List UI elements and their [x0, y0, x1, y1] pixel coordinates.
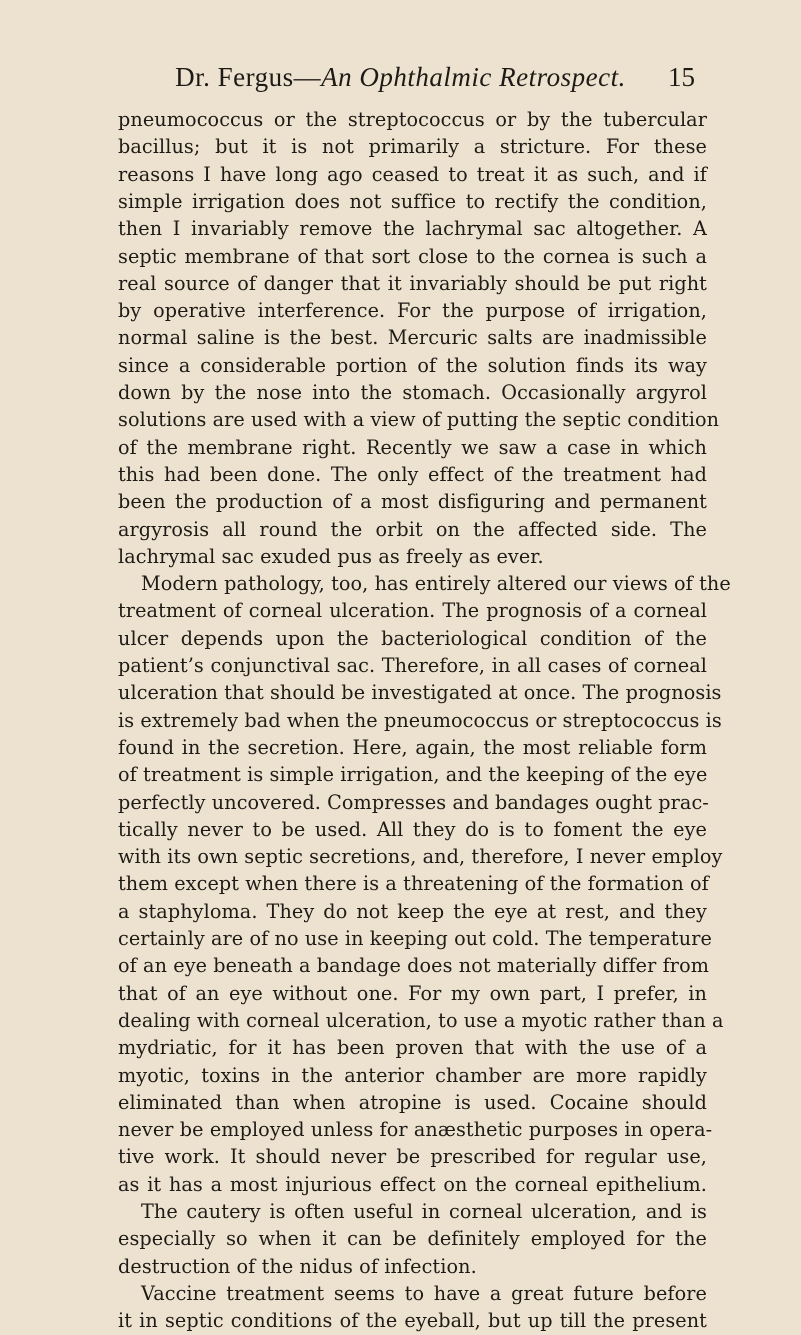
text-line: tive work. It should never be prescribed for regular use,	[118, 1145, 707, 1169]
text-line: Modern pathology, too, has entirely altered our views of the	[141, 572, 731, 596]
text-line: certainly are of no use in keeping out cold. The temperature	[118, 927, 712, 950]
text-line: it in septic conditions of the eyeball, but up till the present	[118, 1309, 707, 1333]
text-line: by operative interference. For the purpose of irrigation,	[118, 299, 707, 323]
text-line: ulceration that should be investigated at once. The prognosis	[118, 681, 722, 705]
text-line: The cautery is often useful in corneal ulceration, and is	[141, 1200, 707, 1223]
text-line: this had been done. The only effect of the treatment had	[118, 462, 707, 486]
text-line: mydriatic, for it has been proven that with the use of a	[118, 1036, 707, 1060]
text-line: of an eye beneath a bandage does not materially differ from	[118, 954, 710, 978]
text-line: eliminated than when atropine is used. Cocaine should	[118, 1090, 707, 1114]
text-line: destruction of the nidus of infection.	[118, 1254, 477, 1278]
text-line: septic membrane of that sort close to the cornea is such a	[118, 244, 707, 268]
text-line: them except when there is a threatening of the formation of	[118, 872, 709, 896]
header-author: Dr. Fergus	[175, 62, 294, 92]
text-line: of the membrane right. Recently we saw a case in which	[118, 435, 707, 459]
running-header	[0, 62, 801, 102]
text-line: of treatment is simple irrigation, and the keeping of the eye	[118, 763, 708, 787]
text-line: especially so when it can be definitely employed for the	[118, 1227, 707, 1251]
text-line: been the production of a most disfiguring and permanent	[118, 490, 707, 514]
text-line: found in the secretion. Here, again, the most reliable form	[118, 735, 707, 759]
text-line: perfectly uncovered. Compresses and bandages ought prac-	[118, 790, 709, 814]
text-line: bacillus; but it is not primarily a stricture. For these	[118, 135, 707, 159]
text-line: ulcer depends upon the bacteriological condition of the	[118, 626, 707, 650]
text-line: that of an eye without one. For my own part, I prefer, in	[118, 981, 707, 1005]
text-line: since a considerable portion of the solution finds its way	[118, 353, 707, 377]
text-line: then I invariably remove the lachrymal sac altogether. A	[118, 217, 707, 241]
text-line: normal saline is the best. Mercuric salts are inadmissible	[118, 326, 707, 350]
header-separator: —	[293, 62, 322, 92]
text-line: a staphyloma. They do not keep the eye at rest, and they	[118, 899, 707, 923]
text-line: lachrymal sac exuded pus as freely as ever.	[118, 544, 544, 568]
text-line: with its own septic secretions, and, therefore, I never employ	[118, 845, 723, 869]
text-line: treatment of corneal ulceration. The prognosis of a corneal	[118, 599, 707, 623]
text-line: down by the nose into the stomach. Occasionally argyrol	[118, 381, 707, 404]
text-line: simple irrigation does not suffice to rectify the condition,	[118, 189, 707, 213]
text-line: pneumococcus or the streptococcus or by the tubercular	[118, 108, 707, 131]
text-line: solutions are used with a view of putting the septic condition	[118, 408, 720, 432]
text-line: dealing with corneal ulceration, to use a myotic rather than a	[118, 1008, 724, 1032]
text-line: is extremely bad when the pneumococcus or streptococcus is	[118, 708, 722, 732]
text-line: myotic, toxins in the anterior chamber are more rapidly	[118, 1063, 707, 1087]
text-line: Vaccine treatment seems to have a great future before	[141, 1281, 707, 1305]
text-line: as it has a most injurious effect on the corneal epithelium.	[118, 1172, 707, 1196]
header-article-title: An Ophthalmic Retrospect.	[321, 62, 626, 92]
page-number: 15	[668, 62, 695, 92]
text-line: never be employed unless for anæsthetic purposes in opera-	[118, 1118, 713, 1142]
text-line: patient’s conjunctival sac. Therefore, in all cases of corneal	[118, 654, 707, 677]
text-line: tically never to be used. All they do is to foment the eye	[118, 817, 707, 841]
text-line: reasons I have long ago ceased to treat it as such, and if	[118, 162, 707, 186]
text-line: real source of danger that it invariably should be put right	[118, 271, 707, 295]
text-line: argyrosis all round the orbit on the affected side. The	[118, 517, 707, 541]
